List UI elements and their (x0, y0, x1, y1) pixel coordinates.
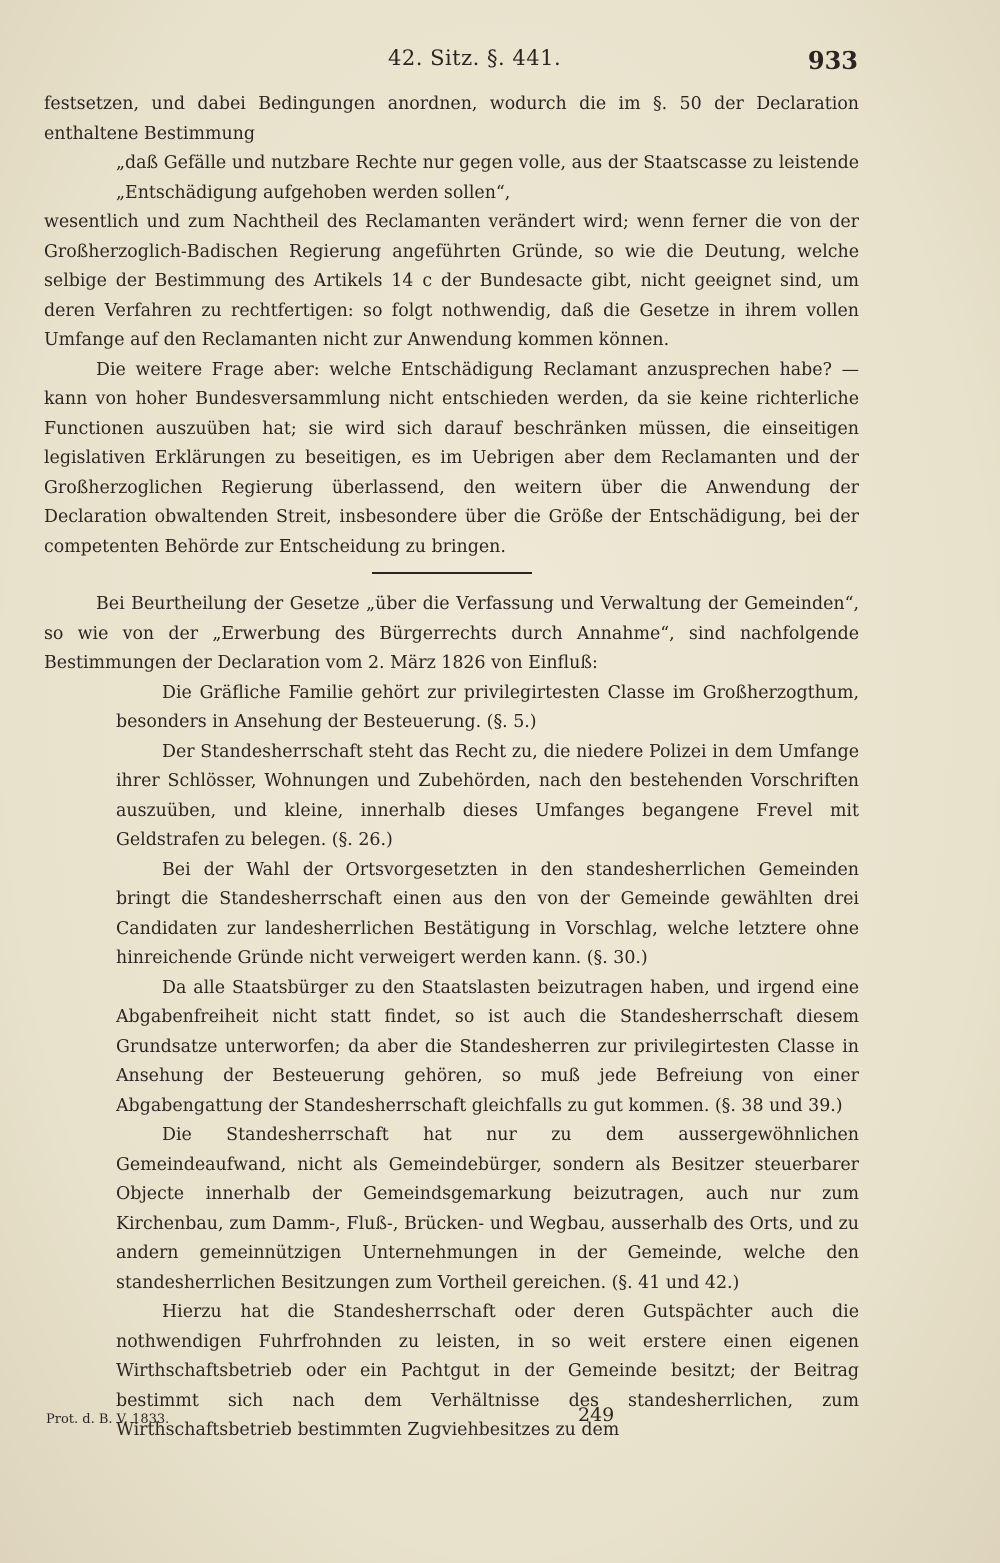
provision-fuhrfrohnden: Hierzu hat die Standesherrschaft oder deren Gutspächter auch die nothwendigen Fuhrfrohnden zu leisten, in so weit erstere einen eigenen Wirthschaftsbetrieb oder ein Pachtgut in der Gemeinde besitzt; der Beitrag bestimmt sich nach dem Verhältnisse des standesherrlichen, zum Wirthschaftsbetrieb bestimmten Zugviehbesitzes zu dem (116, 1302, 859, 1440)
provision-section-5: Die Gräfliche Familie gehört zur privilegirtesten Classe im Großherzogthum, besonders in Ansehung der Besteuerung. (§. 5.) (116, 682, 859, 732)
paragraph-assessment-intro: Bei Beurtheilung der Gesetze „über die Verfassung und Verwaltung der Gemeinden“, so wie von der „Erwerbung des Bürgerrechts durch Annahme“, sind nachfolgende Bestimmungen der Declaration vom 2. März 1826 von Einfluß: (44, 594, 859, 673)
quoted-provision: „daß Gefälle und nutzbare Rechte nur gegen volle, aus der Staatscasse zu leistende „Entschädigung aufgehoben werden sollen“, (116, 153, 859, 203)
paragraph-conclusion: wesentlich und zum Nachtheil des Reclamanten verändert wird; wenn ferner die von der Großherzoglich-Badischen Regierung angeführten Gründe, so wie die Deutung, welche selbige der Bestimmung des Artikels 14 c der Bundesacte gibt, nicht geeignet sind, um deren Verfahren zu rechtfertigen: so folgt nothwendig, daß die Gesetze in ihrem vollen Umfange auf den Reclamanten nicht zur Anwendung kommen können. (44, 212, 859, 350)
section-divider (372, 572, 532, 574)
sheet-signature: 249 (578, 1404, 615, 1426)
paragraph-continuation: festsetzen, und dabei Bedingungen anordnen, wodurch die im §. 50 der Declaration enthaltene Bestimmung (44, 94, 859, 144)
body-text (44, 90, 859, 1446)
provision-section-26: Der Standesherrschaft steht das Recht zu, die niedere Polizei in dem Umfange ihrer Schlösser, Wohnungen und Zubehörden, nach den bestehenden Vorschriften auszuüben, und kleine, innerhalb dieses Umfanges begangene Frevel mit Geldstrafen zu belegen. (§. 26.) (116, 741, 859, 850)
page-header (0, 42, 1000, 82)
provision-section-38-39: Da alle Staatsbürger zu den Staatslasten beizutragen haben, und irgend eine Abgabenfreiheit nicht statt findet, so ist auch die Standesherrschaft diesem Grundsatze unterworfen; da aber die Standesherren zur privilegirtesten Classe in Ansehung der Besteuerung gehören, so muß jede Befreiung von einer Abgabengattung der Standesherrschaft gleichfalls zu gut kommen. (§. 38 und 39.) (116, 977, 859, 1116)
page-footer (0, 1402, 1000, 1436)
running-title: 42. Sitz. §. 441. (388, 46, 562, 70)
provision-section-30: Bei der Wahl der Ortsvorgesetzten in den standesherrlichen Gemeinden bringt die Standesherrschaft einen aus den von der Gemeinde gewählten drei Candidaten zur landesherrlichen Bestätigung in Vorschlag, welche letztere ohne hinreichende Gründe nicht verweigert werden kann. (§. 30.) (116, 859, 859, 968)
provision-section-41-42: Die Standesherrschaft hat nur zu dem aussergewöhnlichen Gemeindeaufwand, nicht als Gemeindebürger, sondern als Besitzer steuerbarer Objecte innerhalb der Gemeindsgemarkung beizutragen, auch nur zum Kirchenbau, zum Damm-, Fluß-, Brücken- und Wegbau, ausserhalb des Orts, und zu andern gemeinnützigen Unternehmungen in der Gemeinde, welche den standesherrlichen Besitzungen zum Vortheil gereichen. (§. 41 und 42.) (116, 1125, 859, 1293)
footer-imprint: Prot. d. B. V. 1833. (46, 1412, 170, 1427)
paragraph-further-question: Die weitere Frage aber: welche Entschädigung Reclamant anzusprechen habe? — kann von hoher Bundesversammlung nicht entschieden werden, da sie keine richterliche Functionen auszuüben hat; sie wird sich darauf beschränken müssen, die einseitigen legislativen Erklärungen zu beseitigen, es im Uebrigen aber dem Reclamanten und der Großherzoglichen Regierung überlassend, den weitern über die Anwendung der Declaration obwaltenden Streit, insbesondere über die Größe der Entschädigung, bei der competenten Behörde zur Entscheidung zu bringen. (44, 359, 859, 557)
page-number: 933 (807, 46, 858, 75)
